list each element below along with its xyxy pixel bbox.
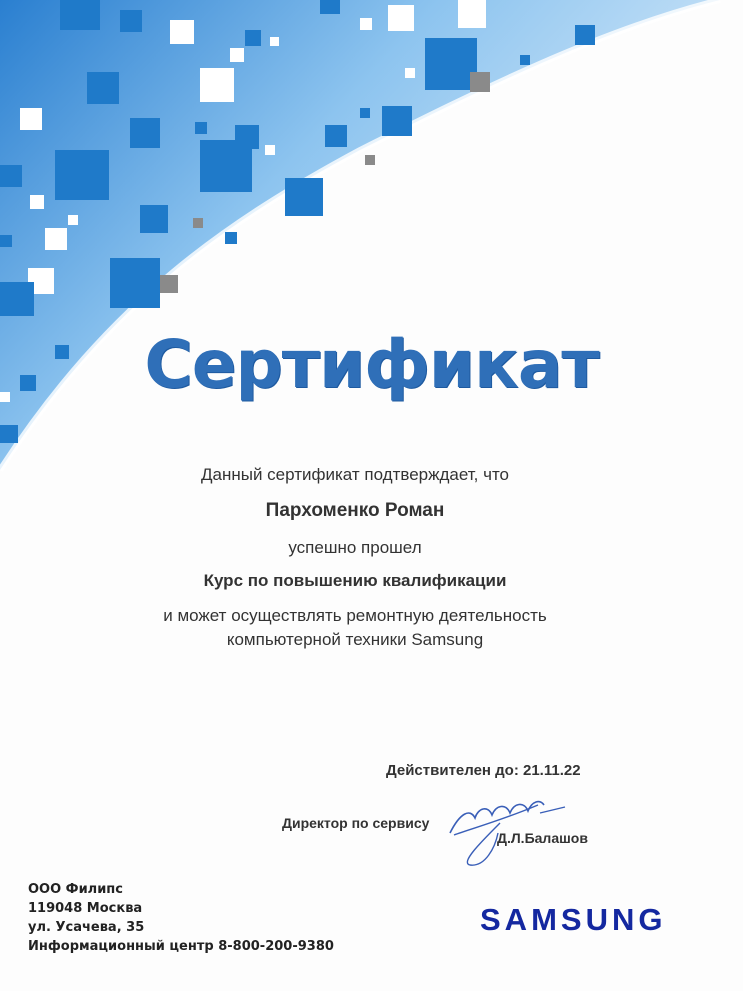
company-city: 119048 Москва [28,901,143,916]
valid-until: Действителен до: 21.11.22 [386,762,581,779]
certificate-title: Сертификат [144,326,599,403]
completed-text: успешно прошел [288,538,422,557]
recipient-name: Пархоменко Роман [265,500,445,521]
director-position-label: Директор по сервису [282,815,430,831]
permission-line-2: компьютерной техники Samsung [226,630,484,649]
samsung-logo: SAMSUNG [480,902,667,937]
confirms-text: Данный сертификат подтверждает, что [200,465,510,484]
permission-line-1: и может осуществлять ремонтную деятельность [163,606,547,625]
company-info-center: Информационный центр 8-800-200-9380 [28,939,334,954]
company-street: ул. Усачева, 35 [28,920,145,935]
course-name: Курс по повышению квалификации [203,571,507,590]
signer-name: Д.Л.Балашов [497,830,588,846]
company-info [28,880,334,956]
company-name: ООО Филипс [28,882,123,897]
